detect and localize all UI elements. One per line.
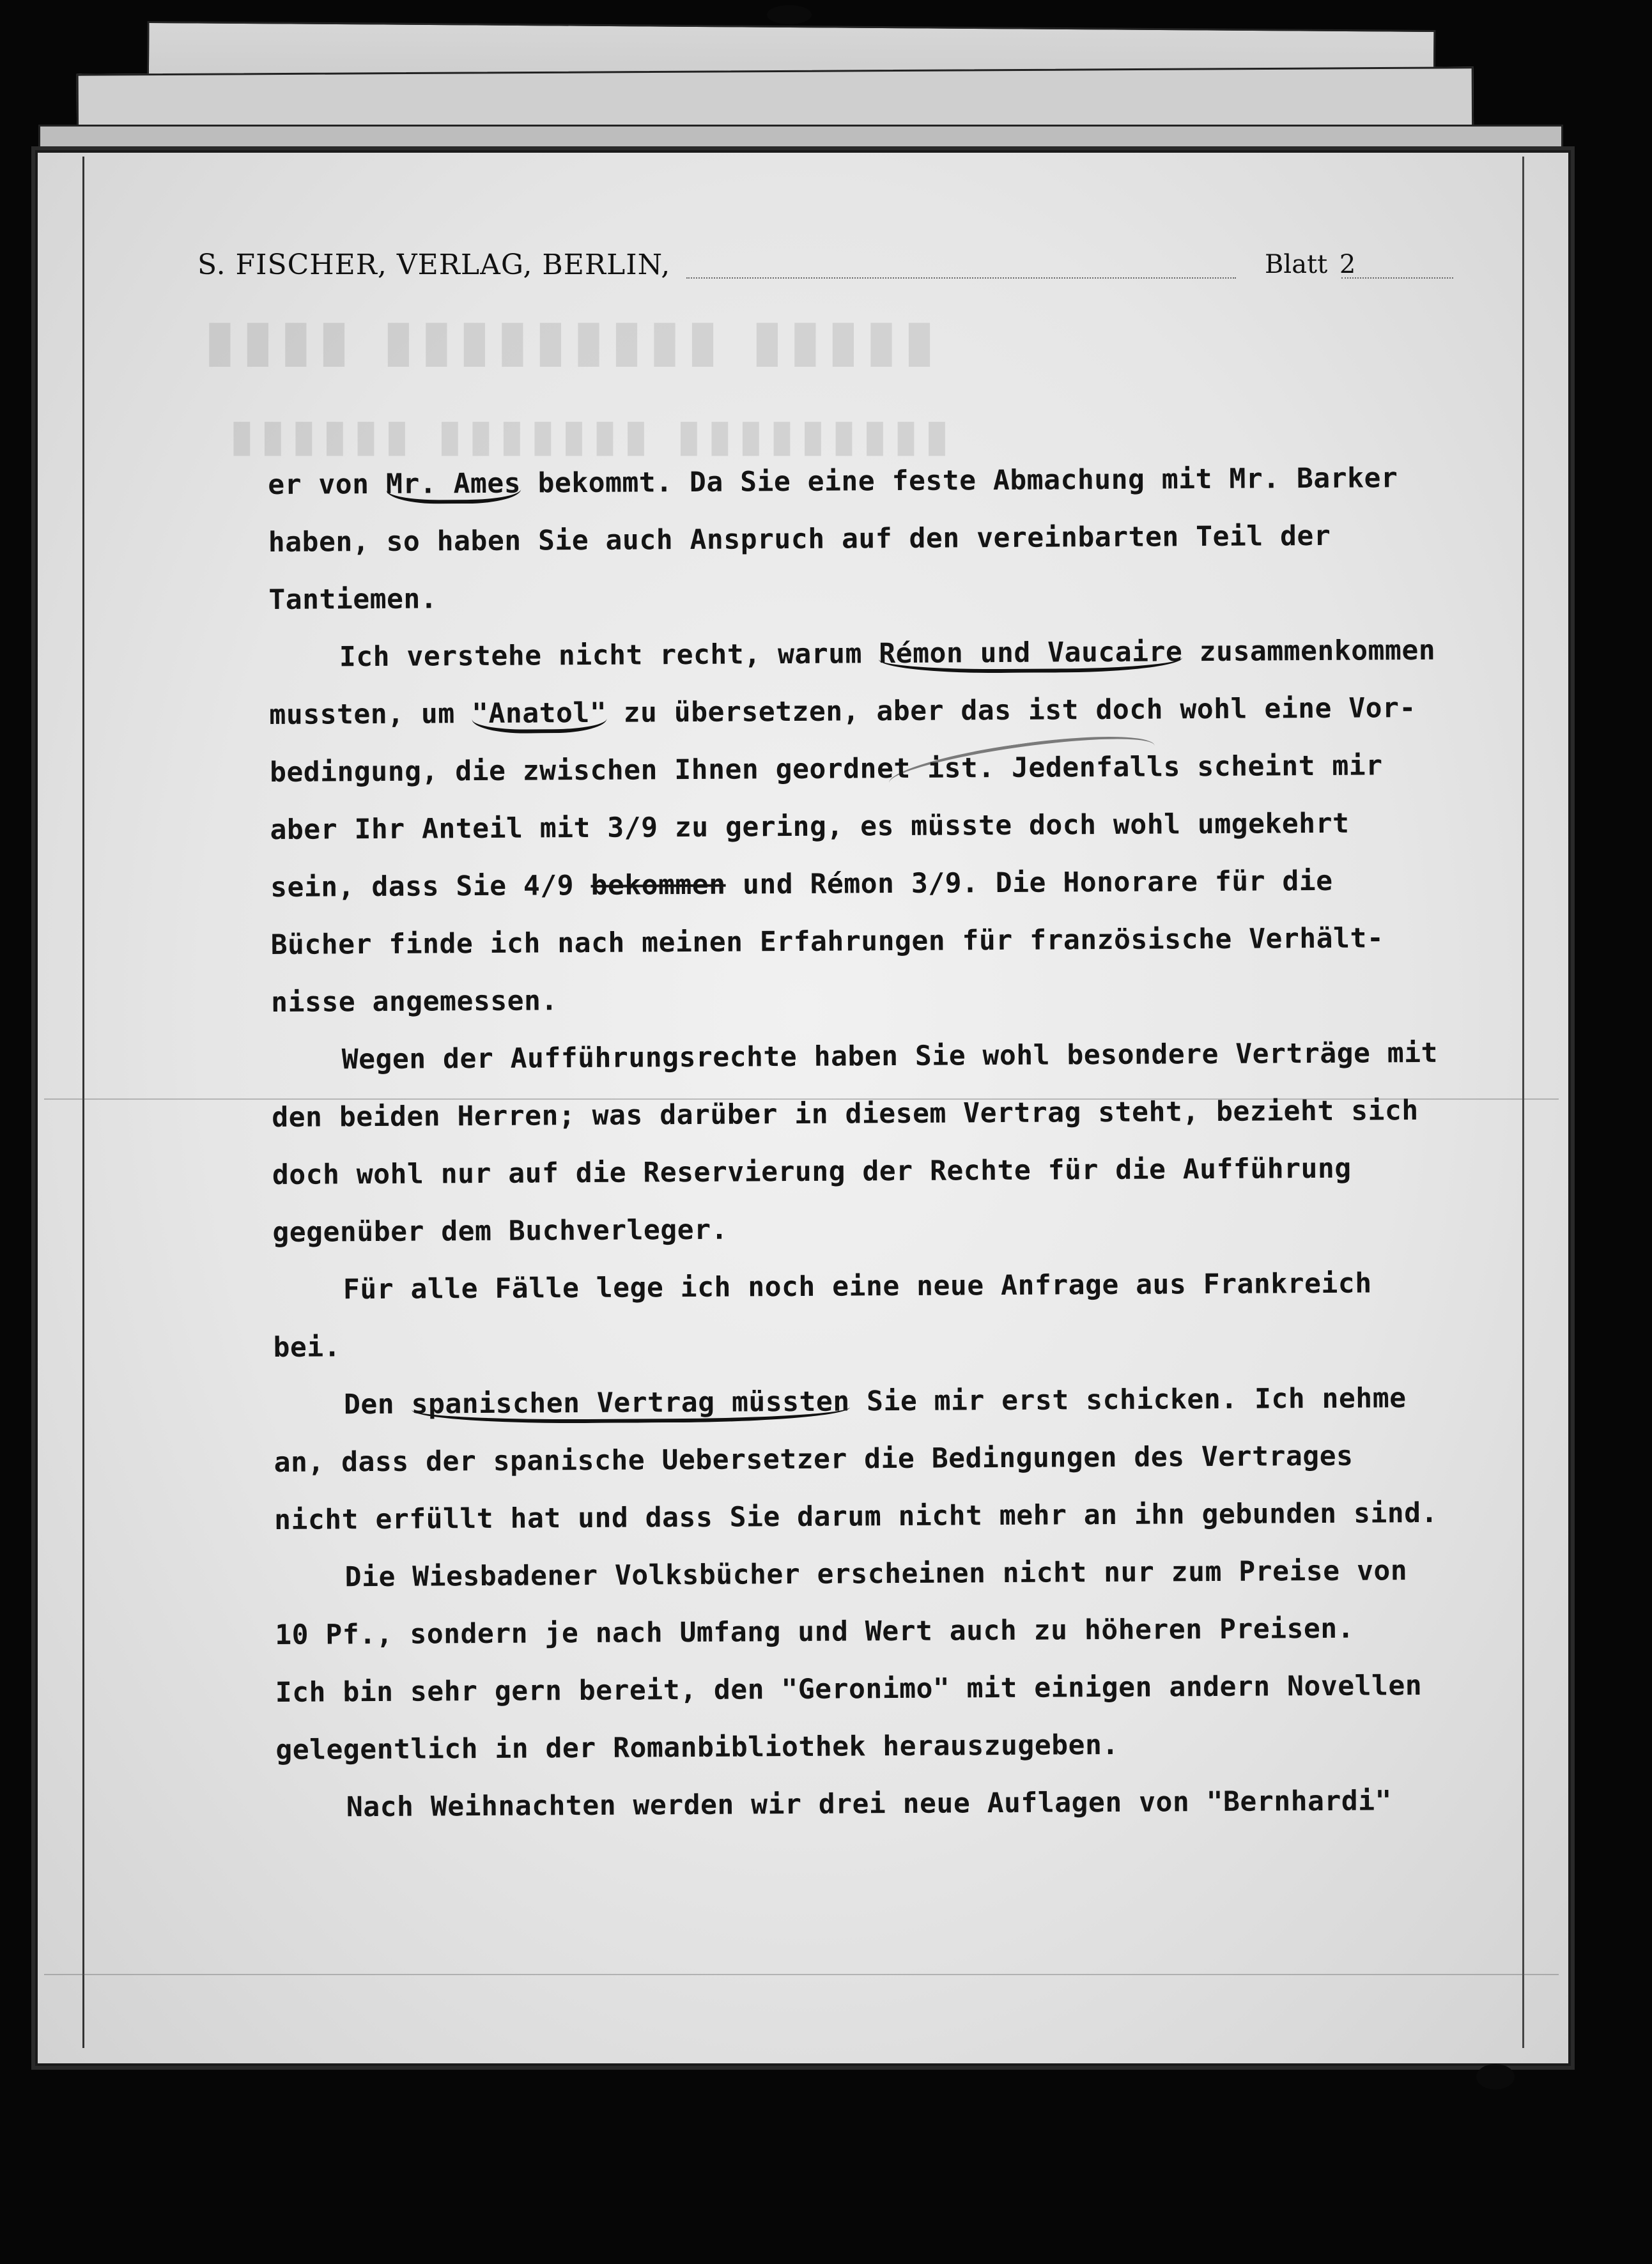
text-segment: nicht erfüllt hat und dass Sie darum nicht mehr an ihn gebunden sind.: [274, 1497, 1439, 1536]
text-line: [274, 1426, 1527, 1491]
text-segment: gegenüber dem Buchverleger.: [272, 1213, 729, 1249]
text-segment: er von: [268, 468, 387, 501]
underlined-text: Mr. Ames: [386, 468, 521, 504]
text-line: [270, 794, 1523, 859]
text-line: [272, 1139, 1525, 1204]
text-segment: mussten, um: [269, 698, 472, 731]
text-line: [273, 1254, 1526, 1319]
text-segment: haben, so haben Sie auch Anspruch auf den vereinbarten Teil der: [268, 520, 1331, 558]
text-segment: gelegentlich in der Romanbibliothek herauszugeben.: [275, 1729, 1119, 1766]
text-segment: 10 Pf., sondern je nach Umfang und Wert auch zu höheren Preisen.: [275, 1612, 1355, 1651]
text-segment: Wegen der Aufführungsrechte haben Sie wohl besondere Verträge mit: [341, 1036, 1439, 1076]
text-line: [275, 1656, 1529, 1721]
text-segment: Für alle Fälle lege ich noch eine neue Anfrage aus Frankreich: [343, 1267, 1372, 1306]
text-segment: sein, dass Sie 4/9: [270, 869, 591, 904]
text-segment: bei.: [273, 1331, 341, 1364]
scan-blemish: [1476, 2064, 1515, 2090]
text-line: [275, 1599, 1528, 1664]
text-segment: und Rémon 3/9. Die Honorare für die: [725, 865, 1333, 901]
fold-line: [44, 1974, 1559, 1975]
letter-body: [268, 449, 1529, 1837]
text-line: [270, 851, 1524, 916]
text-line: [276, 1771, 1529, 1837]
text-line: [275, 1714, 1529, 1779]
sheet-number: 2: [1339, 250, 1356, 279]
text-line: [273, 1311, 1526, 1376]
text-line: [268, 506, 1522, 571]
text-segment: an, dass der spanische Uebersetzer die Bedingungen des Vertrages: [274, 1440, 1354, 1479]
struck-text: bekommen: [591, 868, 726, 902]
text-segment: Sie mir erst schicken. Ich nehme: [849, 1382, 1407, 1418]
sheet-dotted-rule: [1341, 277, 1453, 279]
scan-blemish: [767, 5, 812, 24]
text-line: [274, 1484, 1527, 1549]
text-segment: Die Wiesbadener Volksbücher erscheinen nicht nur zum Preise von: [344, 1555, 1408, 1594]
text-segment: Nach Weihnachten werden wir drei neue Auflagen von "Bernhardi": [346, 1785, 1393, 1824]
text-line: [268, 449, 1521, 514]
sheet-number-label: [1265, 250, 1355, 279]
text-segment: zu übersetzen, aber das ist doch wohl eine Vor-: [606, 692, 1417, 729]
publisher-letterhead: S. FISCHER, VERLAG, BERLIN,: [197, 249, 671, 281]
show-through-text: ▮▮▮▮ ▮▮▮▮▮▮▮▮▮ ▮▮▮▮▮: [204, 306, 942, 374]
text-segment: nisse angemessen.: [271, 985, 558, 1019]
text-line: [272, 1196, 1525, 1261]
text-line: [271, 966, 1524, 1031]
text-line: [270, 736, 1523, 801]
text-segment: Bücher finde ich nach meinen Erfahrungen für französische Verhält-: [270, 922, 1384, 961]
sheet-label: Blatt: [1265, 250, 1328, 279]
text-segment: doch wohl nur auf die Reservierung der Rechte für die Aufführung: [272, 1152, 1352, 1191]
text-line: [274, 1541, 1527, 1606]
underlined-text: spanischen Vertrag müssten: [411, 1385, 849, 1424]
letter-page: [35, 150, 1571, 2066]
underlined-text: "Anatol": [472, 697, 606, 734]
text-line: [268, 564, 1522, 629]
text-segment: Tantiemen.: [268, 583, 438, 616]
text-segment: Den: [343, 1388, 412, 1421]
text-line: [274, 1369, 1527, 1434]
text-segment: aber Ihr Anteil mit 3/9 zu gering, es müsste doch wohl umgekehrt: [270, 807, 1350, 846]
text-segment: bedingung, die zwischen Ihnen geordnet ist. Jedenfalls scheint mir: [269, 750, 1383, 789]
text-line: [270, 909, 1524, 974]
text-line: [269, 679, 1522, 744]
text-line: [272, 1081, 1525, 1146]
text-segment: Ich bin sehr gern bereit, den "Geronimo" mit einigen andern Novellen: [275, 1670, 1423, 1709]
text-line: [271, 1024, 1524, 1089]
letterhead-dotted-rule: [686, 277, 1236, 279]
underlined-text: Rémon und Vaucaire: [879, 636, 1182, 674]
text-segment: Ich verstehe nicht recht, warum: [339, 638, 879, 674]
text-line: [269, 621, 1522, 686]
text-segment: den beiden Herren; was darüber in diesem Vertrag steht, bezieht sich: [272, 1095, 1419, 1134]
text-segment: zusammenkommen: [1182, 634, 1436, 668]
text-segment: bekommt. Da Sie eine feste Abmachung mit Mr. Barker: [520, 462, 1398, 500]
show-through-text: ▮▮▮▮▮▮ ▮▮▮▮▮▮▮ ▮▮▮▮▮▮▮▮▮: [229, 408, 956, 461]
